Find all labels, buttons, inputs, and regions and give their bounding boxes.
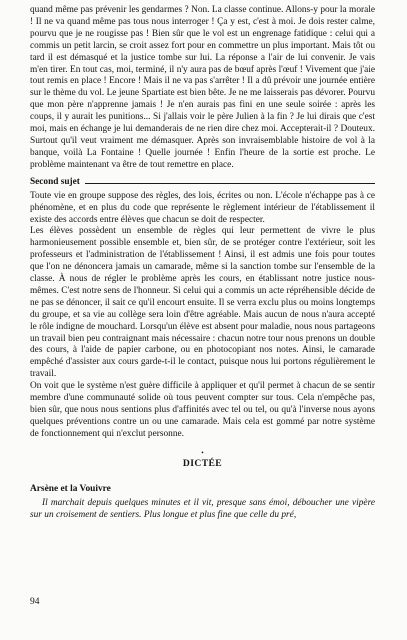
section-heading-second-subject bbox=[30, 176, 375, 189]
story-title: Arsène et la Vouivre bbox=[30, 483, 111, 494]
dictation-title: DICTÉE bbox=[182, 457, 223, 469]
section-heading-rule bbox=[85, 183, 375, 184]
ornament-dot: • bbox=[201, 448, 204, 457]
essay-paragraph-1: quand même pas prévenir les gendarmes ? Non. La classe continue. Allons-y pour la morale ! Il ne va quand même pas tous nous interroger ! Ça y est, c'est à moi. Je dois rester calme, pourvu que je ne rougisse pas ! Bien sûr que le vol est un engrenage fatidique : celui qui a commis un petit larcin, se croit assez fort pour en commettre un plus important. Mais tôt ou tard il est démasqué et la justice tombe sur lui. La réponse a l'air de lui convenir. Je vais m'en tirer. En tout cas, moi, terminé, il n'y aura pas de bœuf après l'œuf ! Vivement que j'aie tout remis en place ! Encore ! Mais il ne va pas s'arrêter ! Il a dû prévoir une journée entière sur le thème du vol. Le jeune Spartiate est bien bête. Je ne me laisserais pas dévorer. Pourvu que mon père n'apprenne jamais ! Je n'en aurais pas fini en une seule soirée : après les coups, il y aurait les punitions... Si j'allais voir le père Julien à la fin ? Je lui dirais que c'est moi, mais en échange je lui demanderais de ne rien dire chez moi. Accepterait-il ? Douteux. Surtout qu'il veut vraiment me démasquer. Après son invraisemblable histoire de vol à la banque, voilà La Fontaine ! Quelle journée ! Enfin l'heure de la sortie est proche. Le problème maintenant va être de tout remettre en place. bbox=[30, 5, 375, 170]
dictation-paragraph: Il marchait depuis quelques minutes et il vit, presque sans émoi, déboucher une vipère sur un croisement de sentiers. Plus longue et plus fine que celle du pré, bbox=[30, 497, 375, 520]
essay-paragraph-2: Toute vie en groupe suppose des règles, des lois, écrites ou non. L'école n'échappe pas à ce phénomène, et en plus du code que représente le règlement intérieur de l'établissement il existe des accords entre élèves que chacun se doit de respecter. bbox=[30, 190, 375, 225]
dictation-body bbox=[30, 498, 375, 522]
essay-paragraph-4: On voit que le système n'est guère difficile à appliquer et qu'il permet à chacun de se sentir membre d'une communauté solide où tous peuvent compter sur tous. Cela n'empêche pas, bien sûr, que nous nous sentions plus d'affinités avec tel ou tel, ou qu'à l'inverse nous ayons quelques préventions contre un ou une camarade. Mais cela est gommé par notre système de fonctionnement qui n'exclut personne. bbox=[30, 381, 375, 439]
essay-paragraph-3: Les élèves possèdent un ensemble de règles qui leur permettent de vivre le plus harmonieusement possible ensemble et, bien sûr, de se protéger contre l'extérieur, soit les professeurs et l'administration de l'établissement ! Ainsi, il est admis une fois pour toutes que l'on ne dénoncera jamais un camarade, même si la sanction tombe sur l'ensemble de la classe. À nous de régler le problème après les cours, en établissant notre justice nous-mêmes. C'est notre sens de l'honneur. Si celui qui a commis un acte répréhensible décide de ne pas se dénoncer, il sait ce qu'il encourt ensuite. Il se verra exclu plus ou moins longtemps du groupe, et sa vie au collège sera loin d'être agréable. Mais aucun de nous n'aura accepté le rôle indigne de mouchard. Lorsqu'un élève est absent pour maladie, nous nous partageons un travail bien peu contraignant mais nécessaire : chacun notre tour nous prenons un double des cours, à l'aide de papier carbone, ou en photocopiant nos notes. Ainsi, le camarade empêché d'assister aux cours garde-t-il le contact, puisque nous lui portons régulièrement le travail. bbox=[30, 226, 375, 380]
page-content bbox=[30, 5, 375, 522]
section-heading-label: Second sujet bbox=[30, 177, 80, 188]
page-number: 94 bbox=[30, 597, 40, 607]
